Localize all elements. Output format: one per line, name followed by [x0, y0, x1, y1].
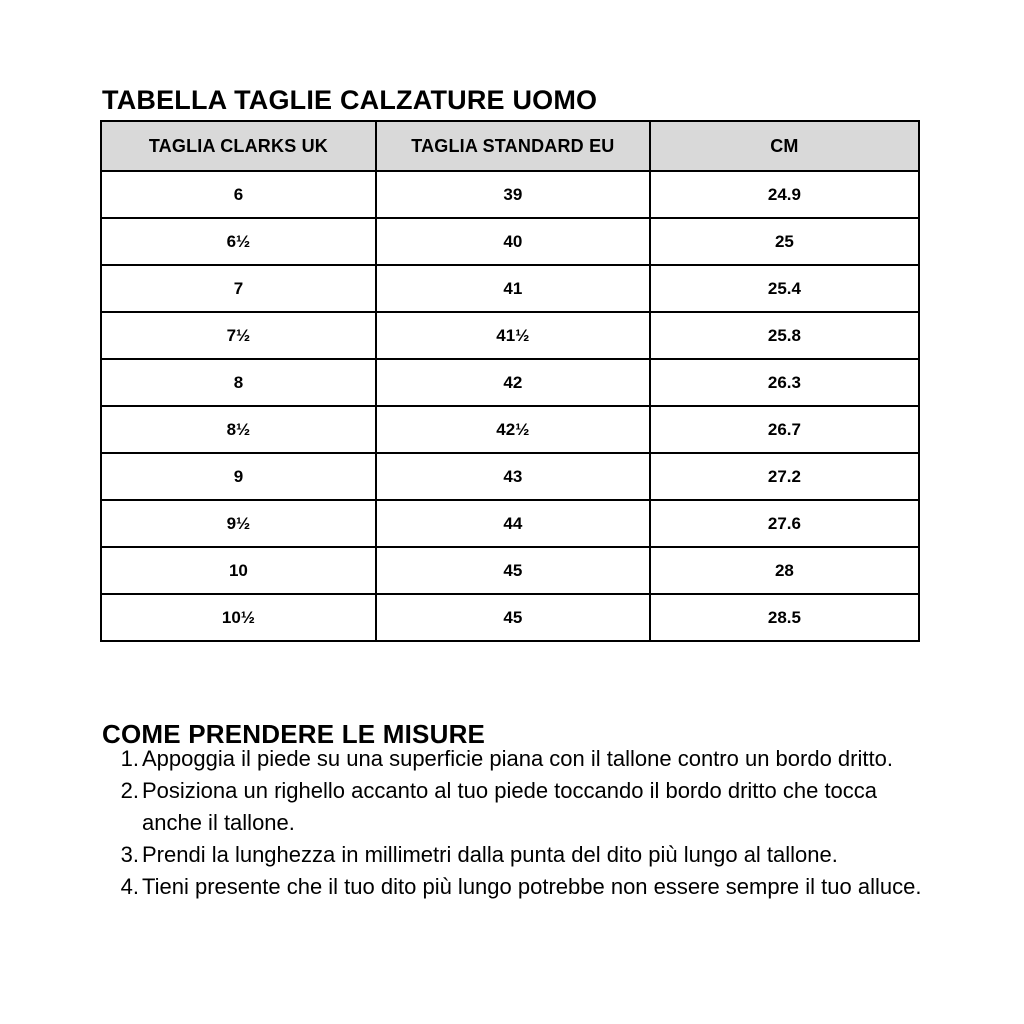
size-cell-uk: 10	[101, 547, 376, 594]
size-cell-eu: 41½	[376, 312, 650, 359]
size-cell-uk: 10½	[101, 594, 376, 641]
table-row	[101, 453, 919, 500]
size-cell-uk: 6	[101, 171, 376, 218]
instruction-item: Appoggia il piede su una superficie piana con il tallone contro un bordo dritto.	[142, 746, 893, 771]
page-title: TABELLA TAGLIE CALZATURE UOMO	[102, 85, 598, 116]
table-row	[101, 218, 919, 265]
column-header-clarks-uk: TAGLIA CLARKS UK	[101, 121, 376, 171]
size-cell-cm: 28	[650, 547, 919, 594]
size-cell-eu: 43	[376, 453, 650, 500]
size-cell-uk: 9	[101, 453, 376, 500]
table-row	[101, 547, 919, 594]
size-cell-uk: 8	[101, 359, 376, 406]
size-cell-uk: 8½	[101, 406, 376, 453]
size-cell-uk: 7½	[101, 312, 376, 359]
table-row	[101, 312, 919, 359]
size-cell-cm: 25.4	[650, 265, 919, 312]
table-row	[101, 406, 919, 453]
table-row	[101, 500, 919, 547]
size-cell-cm: 27.6	[650, 500, 919, 547]
size-cell-uk: 7	[101, 265, 376, 312]
size-cell-eu: 45	[376, 594, 650, 641]
instruction-item: Posiziona un righello accanto al tuo piede toccando il bordo dritto che tocca anche il tallone.	[142, 778, 878, 835]
size-cell-uk: 6½	[101, 218, 376, 265]
size-cell-uk: 9½	[101, 500, 376, 547]
size-table-header-row	[101, 121, 919, 171]
size-cell-eu: 39	[376, 171, 650, 218]
size-table	[100, 120, 920, 642]
size-cell-eu: 42½	[376, 406, 650, 453]
size-cell-cm: 28.5	[650, 594, 919, 641]
instruction-item: Prendi la lunghezza in millimetri dalla punta del dito più lungo al tallone.	[142, 842, 838, 867]
table-row	[101, 594, 919, 641]
instructions-title: COME PRENDERE LE MISURE	[102, 718, 486, 749]
size-cell-eu: 42	[376, 359, 650, 406]
size-cell-eu: 40	[376, 218, 650, 265]
instructions-list	[100, 743, 924, 903]
size-cell-eu: 45	[376, 547, 650, 594]
size-cell-cm: 25.8	[650, 312, 919, 359]
table-row	[101, 265, 919, 312]
size-cell-cm: 27.2	[650, 453, 919, 500]
column-header-standard-eu: TAGLIA STANDARD EU	[376, 121, 650, 171]
table-row	[101, 359, 919, 406]
size-cell-eu: 44	[376, 500, 650, 547]
table-row	[101, 171, 919, 218]
size-cell-cm: 26.7	[650, 406, 919, 453]
size-cell-cm: 25	[650, 218, 919, 265]
instruction-item: Tieni presente che il tuo dito più lungo potrebbe non essere sempre il tuo alluce.	[142, 874, 922, 899]
size-cell-cm: 26.3	[650, 359, 919, 406]
size-cell-cm: 24.9	[650, 171, 919, 218]
size-cell-eu: 41	[376, 265, 650, 312]
column-header-cm: CM	[650, 121, 919, 171]
